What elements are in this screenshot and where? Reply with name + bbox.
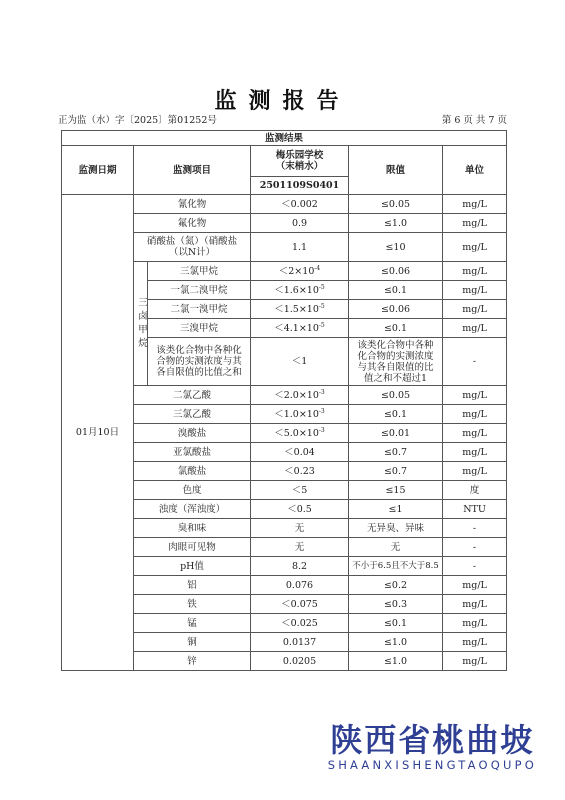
limit-cell: ≤0.05: [349, 195, 443, 214]
col-header-unit: 单位: [443, 146, 507, 195]
limit-cell: ≤1.0: [349, 214, 443, 233]
value-cell: [251, 281, 349, 300]
unit-cell: mg/L: [443, 281, 507, 300]
value-exponent: -3: [318, 407, 325, 415]
value-cell: [251, 262, 349, 281]
unit-cell: mg/L: [443, 233, 507, 262]
value-cell: ＜1: [251, 338, 349, 386]
col-header-date: 监测日期: [62, 146, 134, 195]
item-cell: 肉眼可见物: [134, 538, 251, 557]
date-cell: 01月10日: [62, 195, 134, 671]
value-cell: ＜5: [251, 481, 349, 500]
table-section-row: [62, 131, 507, 146]
value-base: ＜4.1×10: [274, 322, 319, 334]
value-exponent: -3: [318, 388, 325, 396]
limit-cell: ≤0.06: [349, 262, 443, 281]
item-cell: 氟化物: [134, 214, 251, 233]
value-base: ＜1.0×10: [274, 408, 319, 420]
col-header-sample: 梅乐园学校（末梢水）: [251, 146, 349, 177]
limit-cell: ≤1.0: [349, 633, 443, 652]
value-base: ＜5.0×10: [274, 427, 319, 439]
value-exponent: -5: [318, 321, 325, 329]
value-cell: ＜0.002: [251, 195, 349, 214]
limit-cell: ≤0.1: [349, 281, 443, 300]
unit-cell: mg/L: [443, 633, 507, 652]
item-cell: 氯酸盐: [134, 462, 251, 481]
item-cell: 锰: [134, 614, 251, 633]
item-cell: 亚氯酸盐: [134, 443, 251, 462]
item-cell: 溴酸盐: [134, 424, 251, 443]
limit-cell: ≤0.1: [349, 319, 443, 338]
value-base: ＜1.6×10: [274, 284, 319, 296]
limit-cell: ≤10: [349, 233, 443, 262]
value-cell: 0.0205: [251, 652, 349, 671]
item-cell: 色度: [134, 481, 251, 500]
limit-cell: ≤0.1: [349, 405, 443, 424]
value-cell: 1.1: [251, 233, 349, 262]
limit-cell: 该类化合物中各种化合物的实测浓度与其各自限值的比值之和不超过1: [349, 338, 443, 386]
value-cell: 0.076: [251, 576, 349, 595]
value-cell: ＜0.04: [251, 443, 349, 462]
limit-cell: ≤0.01: [349, 424, 443, 443]
item-cell: pH值: [134, 557, 251, 576]
unit-cell: mg/L: [443, 195, 507, 214]
value-cell: [251, 300, 349, 319]
item-cell: 三氯乙酸: [134, 405, 251, 424]
col-header-limit: 限值: [349, 146, 443, 195]
item-cell: 臭和味: [134, 519, 251, 538]
item-cell: 氰化物: [134, 195, 251, 214]
value-exponent: -3: [318, 426, 325, 434]
limit-cell: ≤1: [349, 500, 443, 519]
value-cell: ＜0.23: [251, 462, 349, 481]
limit-cell: ≤0.06: [349, 300, 443, 319]
unit-cell: mg/L: [443, 652, 507, 671]
value-cell: [251, 405, 349, 424]
value-exponent: -5: [318, 302, 325, 310]
value-exponent: -4: [314, 264, 321, 272]
watermark: [328, 722, 537, 772]
watermark-cn: 陕西省桃曲坡: [330, 721, 535, 759]
unit-cell: mg/L: [443, 424, 507, 443]
col-header-item: 监测项目: [134, 146, 251, 195]
value-cell: ＜0.075: [251, 595, 349, 614]
item-cell: 铝: [134, 576, 251, 595]
limit-cell: ≤0.7: [349, 462, 443, 481]
unit-cell: mg/L: [443, 300, 507, 319]
value-cell: [251, 424, 349, 443]
unit-cell: mg/L: [443, 405, 507, 424]
value-cell: ＜0.025: [251, 614, 349, 633]
group-label-cell: [134, 262, 148, 386]
unit-cell: NTU: [443, 500, 507, 519]
limit-cell: 无: [349, 538, 443, 557]
unit-cell: -: [443, 519, 507, 538]
table-row: [62, 195, 507, 214]
results-table: [61, 130, 507, 671]
unit-cell: mg/L: [443, 386, 507, 405]
value-base: ＜2.0×10: [274, 389, 319, 401]
value-cell: 0.0137: [251, 633, 349, 652]
value-cell: 8.2: [251, 557, 349, 576]
value-base: ＜1.5×10: [274, 303, 319, 315]
item-cell: 该类化合物中各种化合物的实测浓度与其各自限值的比值之和: [148, 338, 251, 386]
item-cell: 浊度（浑浊度）: [134, 500, 251, 519]
value-cell: 无: [251, 538, 349, 557]
results-table-container: [61, 130, 506, 671]
page-number: 第 6 页 共 7 页: [441, 115, 507, 126]
unit-cell: mg/L: [443, 214, 507, 233]
unit-cell: mg/L: [443, 262, 507, 281]
item-cell: 铁: [134, 595, 251, 614]
group-label: 三卤甲烷: [136, 296, 147, 351]
value-cell: ＜0.5: [251, 500, 349, 519]
limit-cell: ≤0.1: [349, 614, 443, 633]
unit-cell: mg/L: [443, 462, 507, 481]
limit-cell: ≤1.0: [349, 652, 443, 671]
item-cell: 二氯一溴甲烷: [148, 300, 251, 319]
unit-cell: -: [443, 338, 507, 386]
limit-cell: ≤0.3: [349, 595, 443, 614]
unit-cell: 度: [443, 481, 507, 500]
unit-cell: mg/L: [443, 443, 507, 462]
value-cell: 0.9: [251, 214, 349, 233]
unit-cell: mg/L: [443, 576, 507, 595]
limit-cell: 无异臭、异味: [349, 519, 443, 538]
item-cell: 铜: [134, 633, 251, 652]
item-cell: 二氯乙酸: [134, 386, 251, 405]
value-cell: 无: [251, 519, 349, 538]
unit-cell: mg/L: [443, 614, 507, 633]
unit-cell: -: [443, 557, 507, 576]
sample-id: 2501109S0401: [251, 177, 349, 195]
document-number: 正为监（水）字〔2025〕第01252号: [58, 115, 217, 126]
item-cell: 三溴甲烷: [148, 319, 251, 338]
value-cell: [251, 319, 349, 338]
unit-cell: mg/L: [443, 595, 507, 614]
item-cell: 三氯甲烷: [148, 262, 251, 281]
section-title: 监测结果: [62, 131, 507, 146]
report-title: 监测报告: [214, 88, 351, 114]
unit-cell: mg/L: [443, 319, 507, 338]
unit-cell: -: [443, 538, 507, 557]
limit-cell: ≤15: [349, 481, 443, 500]
limit-cell: ≤0.05: [349, 386, 443, 405]
header-row: [62, 146, 507, 177]
item-cell: 硝酸盐（氮）（硝酸盐（以N计）: [134, 233, 251, 262]
limit-cell: 不小于6.5且不大于8.5: [349, 557, 443, 576]
value-cell: [251, 386, 349, 405]
value-exponent: -5: [318, 283, 325, 291]
limit-cell: ≤0.7: [349, 443, 443, 462]
limit-cell: ≤0.2: [349, 576, 443, 595]
item-cell: 锌: [134, 652, 251, 671]
watermark-en: SHAANXISHENGTAOQUPO: [327, 758, 537, 772]
value-base: ＜2×10: [278, 265, 315, 277]
item-cell: 一氯二溴甲烷: [148, 281, 251, 300]
